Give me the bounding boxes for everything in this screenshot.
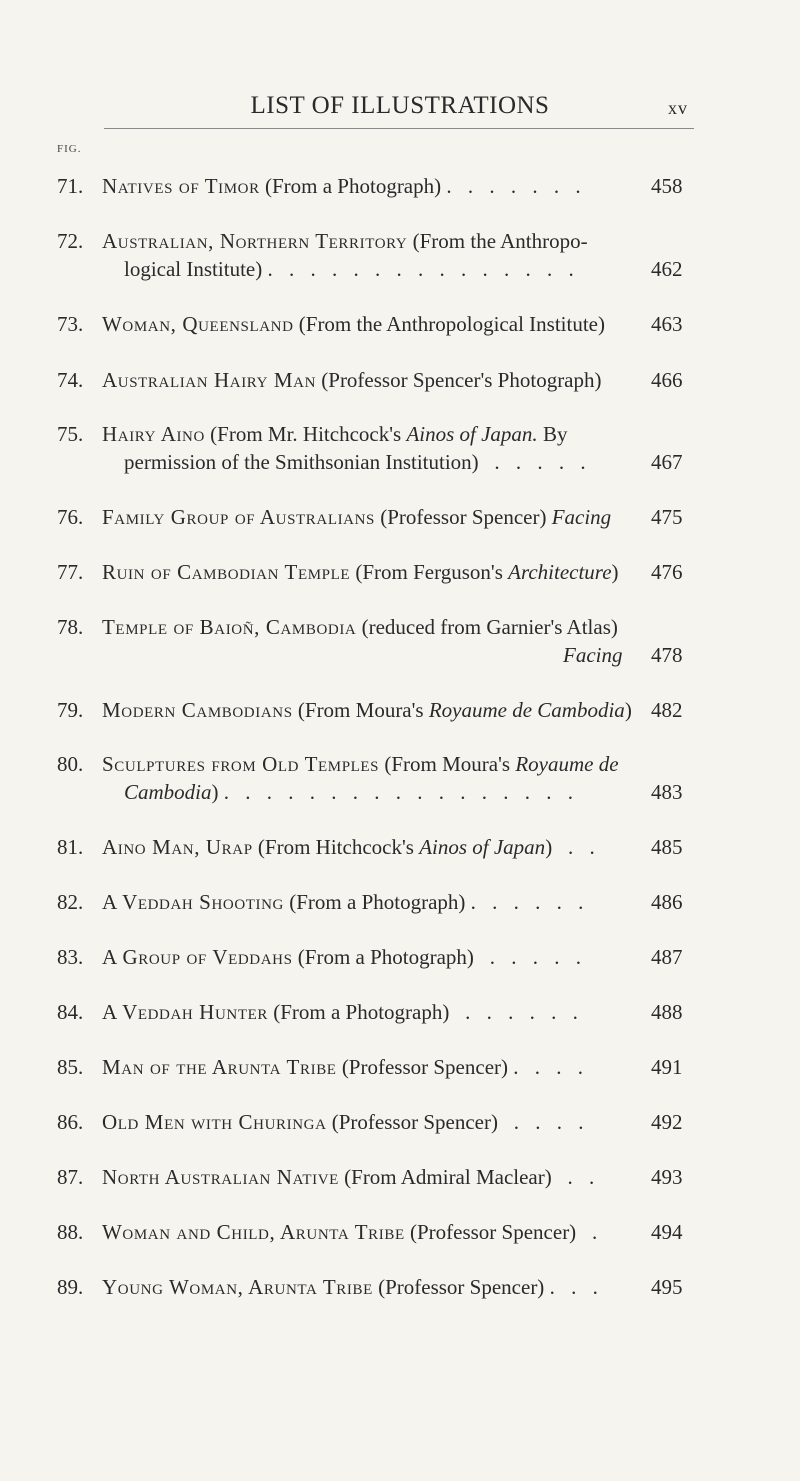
fig-column-heading: FIG. xyxy=(57,143,82,155)
book-page: LIST OF ILLUSTRATIONS xv FIG. 71. Natives of Timor (From a Photograph) . . . . . . . 458 72. Australian, Northern Territory (From the Anthropo- logical Institute) . . . . . . . . . . . . . . . 462 73. Woman, Queensland (From the Anthropological Institute) 463 74. Australian Hairy Man (Professor Spencer's Photograph) 466 75. Hairy Aino (From Mr. Hitchcock's Ainos of Japan. By permission of the Smithsonian Institution) . . . . . 467 76. Family Group of Australians (Professor Spencer) Facing 475 77. Ruin of Cambodian Temple (From Ferguson's Architecture) 476 78. Temple of Baioñ, Cambodia (reduced from Garnier's Atlas) Facing 478 79. Modern Cambodians (From Moura's Royaume de Cambodia) 482 80. Sculptures from Old Temples (From Moura's Royaume de Cambodia) . . . . . . . . . . . . . . . . . 483 81. Aino Man, Urap (From Hitchcock's Ainos of Japan) . . 485 82. A Veddah Shooting (From a Photograph) . . . . . . 486 83. A Group of Veddahs (From a Photograph) . . . . . 487 84. A Veddah Hunter (From a Photograph) . . . . . . 488 85. Man of the Arunta Tribe (Professor Spencer) . . . . 491 86. Old Men with Churinga (Professor Spencer) . . . . 492 87. North Australian Native (From Admiral Maclear) . . 493 88. Woman and Child, Arunta Tribe (Professor Spencer) . 494 89. Young Woman, Arunta Tribe (Professor Spencer) . . . 495 xyxy=(0,0,800,1338)
page-number: xv xyxy=(668,98,688,118)
page-header xyxy=(0,92,800,132)
page-title: LIST OF ILLUSTRATIONS xyxy=(250,92,550,119)
header-rule xyxy=(104,128,694,129)
